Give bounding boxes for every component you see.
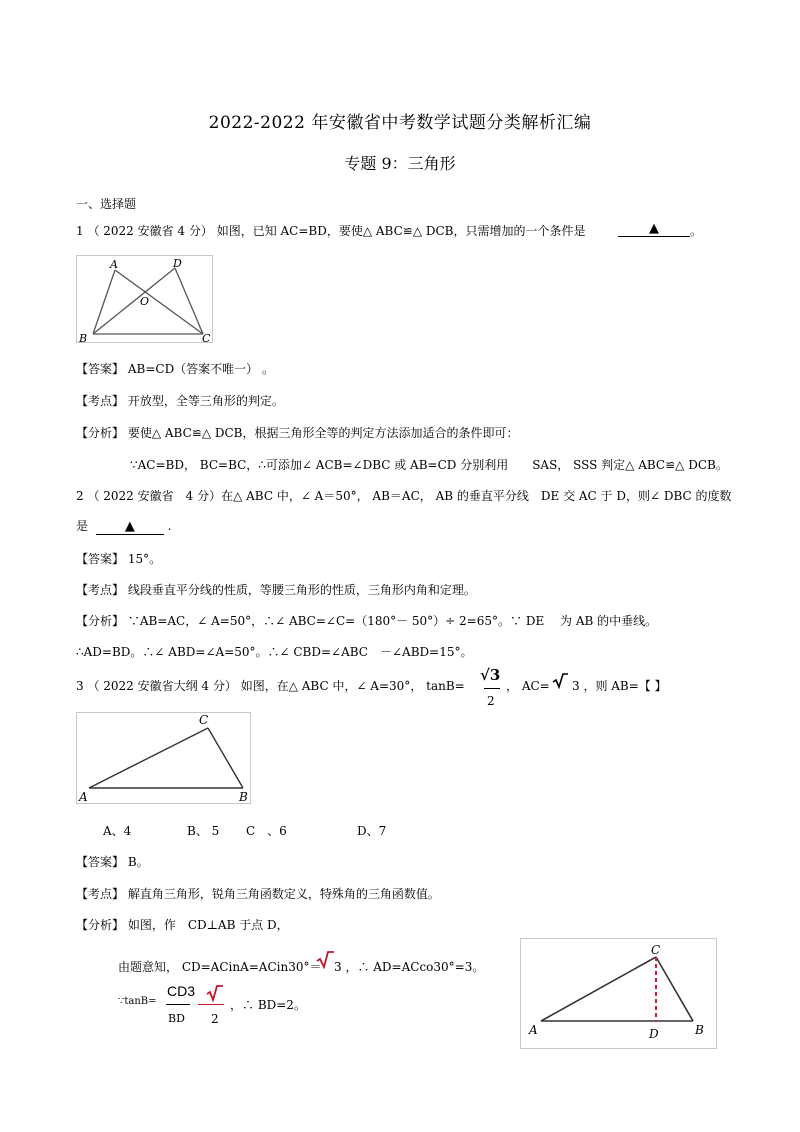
q2-point-row <box>76 581 476 598</box>
q3-tan-fraction-bar <box>484 688 500 689</box>
q3-line2-numerator: CD3 <box>167 983 196 999</box>
q1-point-row <box>76 392 284 409</box>
q3-label-c: C <box>199 713 209 727</box>
q3-line2-sqrt-svg <box>203 984 225 1002</box>
q1-answer-tag: 【答案】 <box>76 362 125 376</box>
q2-stem: 2 （ 2022 安徽省 4 分）在△ ABC 中，∠ A＝50°， AB＝AC， AB 的垂直平分线 DE 交 AC 于 D，则∠ DBC 的度数 <box>76 489 732 503</box>
q3-figure-svg <box>77 713 250 803</box>
q1-label-c: C <box>202 332 211 342</box>
q3-line-cb <box>208 728 243 788</box>
q3-line2-red-bar <box>198 1004 224 1005</box>
q3-option-d: D、7 <box>357 824 387 838</box>
q3-fig2-line-ac <box>541 957 656 1021</box>
section-heading: 一、选择题 <box>76 197 137 211</box>
q3-line2-fraction-bar <box>166 1004 190 1005</box>
q1-stem: 1 （ 2022 安徽省 4 分） 如图，已知 AC=BD，要使△ ABC≌△ DCB，只需增加的一个条件是 <box>76 224 586 238</box>
q1-blank <box>618 221 690 237</box>
q3-fig2-label-c: C <box>651 943 661 957</box>
q3-point: 解直角三角形，锐角三角函数定义，特殊角的三角函数值。 <box>127 887 440 901</box>
q3-stem-b: ， AC= <box>506 679 550 693</box>
q2-end: . <box>167 519 172 533</box>
q1-label-d: D <box>173 257 182 270</box>
q2-point: 线段垂直平分线的性质，等腰三角形的性质，三角形内角和定理。 <box>127 583 476 597</box>
q2-analysis2: ∴AD=BD。∴∠ ABD=∠A=50°。∴∠ CBD=∠ABC －∠ABD=15°。 <box>76 645 473 659</box>
q3-sqrt-glyph <box>552 671 568 689</box>
q3-line-ac <box>89 728 208 788</box>
q1-line-bd <box>93 268 175 334</box>
q3-line2-pre: ∵tanB= <box>118 996 157 1007</box>
q2-stem-cont: 是 <box>76 519 89 533</box>
q3-option-c: C 、6 <box>246 824 287 838</box>
q3-fig2-label-b: B <box>695 1023 704 1037</box>
q3-label-a: A <box>79 790 88 803</box>
q3-figure2-svg <box>521 939 716 1048</box>
q2-answer-row <box>76 550 161 567</box>
q3-stem-a: 3 （ 2022 安徽省大纲 4 分） 如图，在△ ABC 中，∠ A=30°， tanB= <box>76 679 465 693</box>
q3-figure <box>76 712 251 804</box>
q1-figure-svg <box>77 256 212 342</box>
q1-answer: AB=CD（答案不唯一） 。 <box>127 362 275 376</box>
q3-line2-end: ，∴ BD=2。 <box>230 998 306 1012</box>
q2-analysis1: ∵AB=AC，∠ A=50°，∴∠ ABC=∠C=（180°－ 50°）÷ 2=65°。∵ DE 为 AB 的中垂线。 <box>127 614 658 628</box>
q3-fig2-line-cb <box>656 957 693 1021</box>
q1-label-o: O <box>140 295 150 308</box>
q1-point-tag: 【考点】 <box>76 394 125 408</box>
q2-blank-mark: ▲ <box>96 519 164 535</box>
q1-analysis2: ∵AC=BD， BC=BC，∴可添加∠ ACB=∠DBC 或 AB=CD 分别利用 SAS， SSS 判定△ ABC≌△ DCB。 <box>130 458 728 472</box>
q1-point: 开放型，全等三角形的判定。 <box>127 394 284 408</box>
q3-stem-c: 3 ，则 AB=【 】 <box>572 679 667 693</box>
q1-analysis1: 要使△ ABC≌△ DCB，根据三角形全等的判定方法添加适合的条件即可： <box>127 426 519 440</box>
q3-analysis-row <box>76 916 289 933</box>
q3-label-b: B <box>239 790 248 803</box>
q1-label-b: B <box>79 332 88 342</box>
q2-stem-cont-row <box>76 517 172 535</box>
q1-figure <box>76 255 213 343</box>
q3-answer: B。 <box>127 855 149 869</box>
q3-tan-numerator: √3 <box>480 666 501 684</box>
q3-line2-denominator: BD <box>168 1012 185 1025</box>
q1-blank-mark: ▲ <box>618 221 690 237</box>
q3-option-b: B、 5 <box>187 824 220 838</box>
q2-answer-tag: 【答案】 <box>76 552 125 566</box>
q3-figure2 <box>520 938 717 1049</box>
q1-analysis-row <box>76 424 519 441</box>
q3-line1-sqrt-svg <box>316 949 334 969</box>
q3-fig2-label-d: D <box>649 1027 659 1041</box>
q2-point-tag: 【考点】 <box>76 583 125 597</box>
q3-sqrt-svg <box>552 671 568 689</box>
q3-analysis1: 如图，作 CD⊥AB 于点 D， <box>127 918 289 932</box>
q3-option-a: A、4 <box>103 824 132 838</box>
q3-point-tag: 【考点】 <box>76 887 125 901</box>
q3-tan-denominator: 2 <box>487 694 495 708</box>
q1-answer-row <box>76 360 274 377</box>
page-title: 2022-2022 年安徽省中考数学试题分类解析汇编 <box>208 113 592 133</box>
q3-analysis-tag: 【分析】 <box>76 918 125 932</box>
q3-line2-sqrt <box>203 984 225 1002</box>
q3-answer-tag: 【答案】 <box>76 855 125 869</box>
q3-line2-frac-den: 2 <box>211 1012 219 1026</box>
q2-analysis-tag: 【分析】 <box>76 614 125 628</box>
q2-answer: 15°。 <box>127 552 162 566</box>
q2-analysis-row <box>76 612 657 629</box>
q3-point-row <box>76 885 440 902</box>
q1-label-a: A <box>110 258 118 271</box>
page-subtitle: 专题 9：三角形 <box>344 154 456 173</box>
q3-answer-row <box>76 853 149 870</box>
q3-line1-b: 3 ，∴ AD=ACco30°=3。 <box>334 960 485 974</box>
q3-line1-sqrt <box>316 949 334 969</box>
q1-analysis-tag: 【分析】 <box>76 426 125 440</box>
q1-end: 。 <box>690 224 703 238</box>
q3-line1-a: 由题意知， CD=ACinA=ACin30°＝ <box>118 960 322 974</box>
q3-fig2-label-a: A <box>529 1023 538 1037</box>
